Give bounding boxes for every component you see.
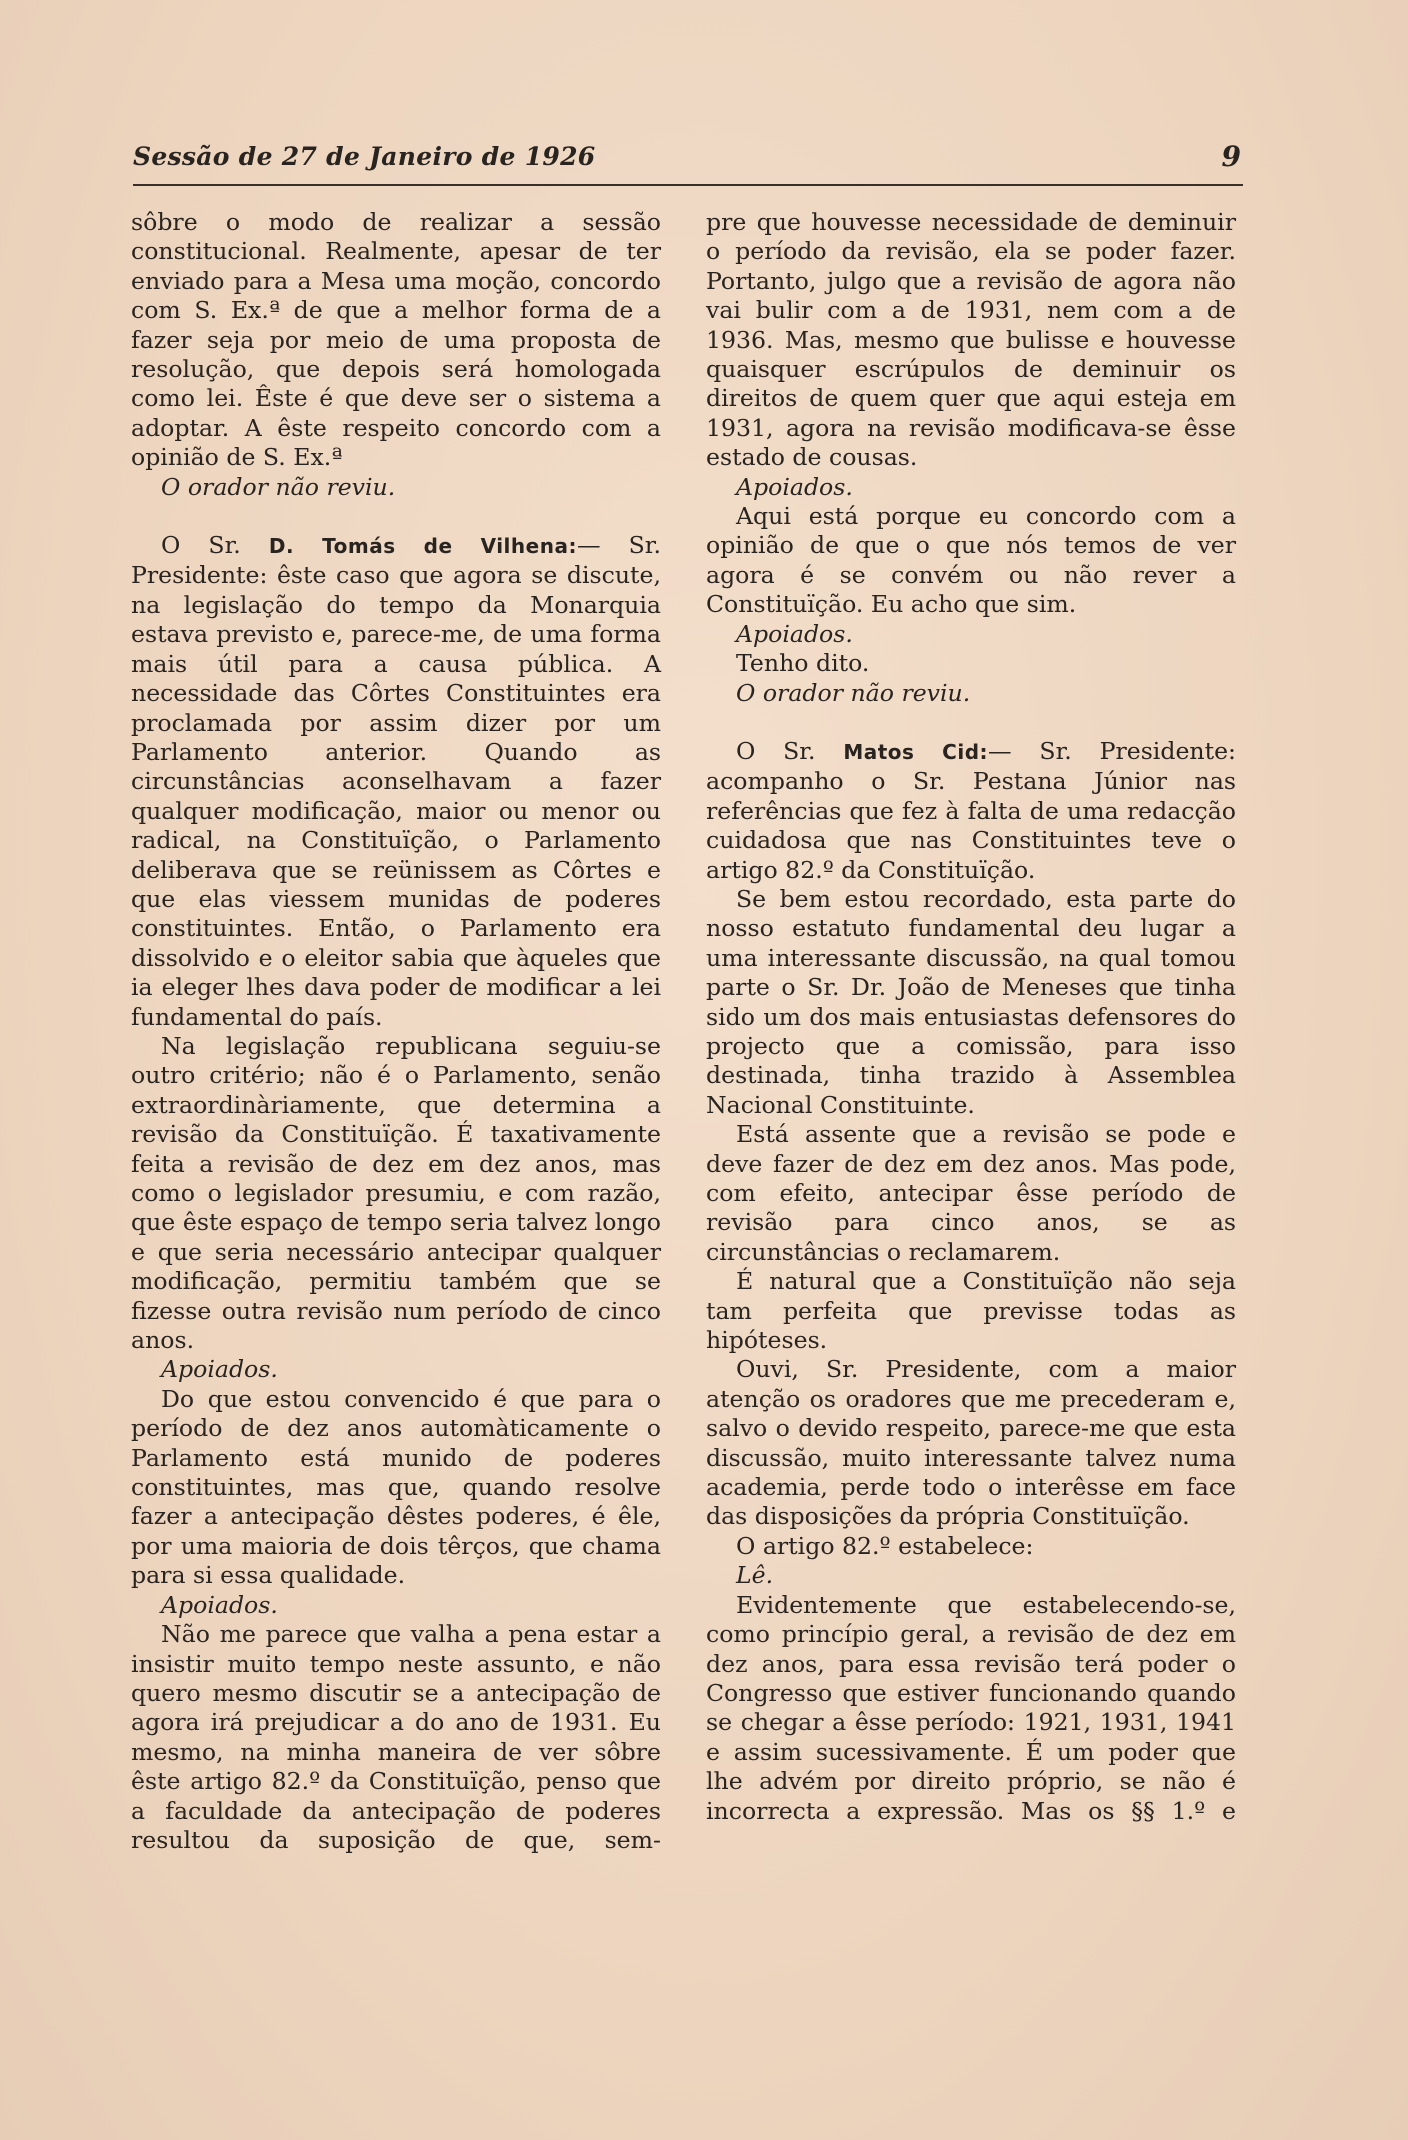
paragraph: Na legislação republicana seguiu-se outro critério; não é o Parlamento, senão extraordinàriamente, que determina a revisão da Constituïção. É taxativamente feita a revisão de dez em dez anos, mas como o legislador presumiu, e com razão, que êste espaço de tempo seria talvez longo e que seria necessário antecipar qualquer modificação, permitiu também que se fizesse outra revisão num período de cinco anos. bbox=[131, 1031, 661, 1355]
stage-note: Lê. bbox=[736, 1561, 774, 1590]
running-header bbox=[133, 140, 1243, 186]
stage-note: O orador não reviu. bbox=[736, 678, 971, 707]
paragraph: Se bem estou recordado, esta parte do nosso estatuto fundamental deu lugar a uma interessante discussão, na qual tomou parte o Sr. Dr. João de Meneses que tinha sido um dos mais entusiastas defensores do projecto que a comissão, para isso destinada, tinha trazido à Assemblea Nacional Constituinte. bbox=[706, 884, 1236, 1119]
speaker-name: Matos Cid: bbox=[843, 739, 989, 764]
stage-note: Apoiados. bbox=[161, 1355, 278, 1384]
paragraph: É natural que a Constituïção não seja tam perfeita que previsse todas as hipóteses. bbox=[706, 1267, 1236, 1355]
speech-paragraph bbox=[131, 531, 661, 1032]
left-column bbox=[131, 208, 661, 1855]
paragraph: Está assente que a revisão se pode e deve fazer de dez em dez anos. Mas pode, com efeito, antecipar êsse período de revisão para cinco anos, se as circunstâncias o reclamarem. bbox=[706, 1120, 1236, 1266]
right-column bbox=[706, 208, 1236, 1826]
paragraph: O artigo 82.º estabelece: bbox=[736, 1531, 1034, 1560]
paragraph: Tenho dito. bbox=[736, 649, 870, 678]
paragraph: sôbre o modo de realizar a sessão constitucional. Realmente, apesar de ter enviado para a Mesa uma moção, concordo com S. Ex.ª de que a melhor forma de a fazer seja por meio de uma proposta de resolução, que depois será homologada como lei. Êste é que deve ser o sistema a adoptar. A êste respeito concordo com a opinião de S. Ex.ª bbox=[131, 208, 661, 472]
stage-note: O orador não reviu. bbox=[161, 472, 396, 501]
header-title: Sessão de 27 de Janeiro de 1926 bbox=[133, 142, 596, 171]
paragraph: pre que houvesse necessidade de deminuir o período da revisão, ela se poder fazer. Portanto, julgo que a revisão de agora não vai bulir com a de 1931, nem com a de 1936. Mas, mesmo que bulisse e houvesse quaisquer escrúpulos de deminuir os direitos de quem quer que aqui esteja em 1931, agora na revisão modificava-se êsse estado de cousas. bbox=[706, 208, 1236, 472]
paragraph: Aqui está porque eu concordo com a opinião de que o que nós temos de ver agora é se convém ou não rever a Constituïção. Eu acho que sim. bbox=[706, 502, 1236, 619]
paragraph: Evidentemente que estabelecendo-se, como princípio geral, a revisão de dez em dez anos, para essa revisão terá poder o Congresso que estiver funcionando quando se chegar a êsse período: 1921, 1931, 1941 e assim sucessivamente. É um poder que lhe advém por direito próprio, se não é incorrecta a expressão. Mas os §§ 1.º e bbox=[706, 1590, 1236, 1825]
speech-text: — Sr. Presidente: êste caso que agora se discute, na legislação do tempo da Monarquia estava previsto e, parece-me, de uma forma mais útil para a causa pública. A necessidade das Côrtes Constituintes era proclamada por assim dizer por um Parlamento anterior. Quando as circunstâncias aconselhavam a fazer qualquer modificação, maior ou menor ou radical, na Constituïção, o Parlamento deliberava que se reünissem as Côrtes e que elas viessem munidas de poderes constituintes. Então, o Parlamento era dissolvido e o eleitor sabia que àqueles que ia eleger lhes dava poder de modificar a lei fundamental do país. bbox=[131, 531, 661, 1031]
stage-note: Apoiados. bbox=[161, 1590, 278, 1619]
stage-note: Apoiados. bbox=[736, 619, 853, 648]
speech-paragraph bbox=[706, 737, 1236, 885]
stage-note: Apoiados. bbox=[736, 472, 853, 501]
speaker-prefix: O Sr. bbox=[161, 531, 241, 560]
paragraph: Do que estou convencido é que para o período de dez anos automàticamente o Parlamento está munido de poderes constituintes, mas que, quando resolve fazer a antecipação dêstes poderes, é êle, por uma maioria de dois têrços, que chama para si essa qualidade. bbox=[131, 1384, 661, 1590]
speaker-name: D. Tomás de Vilhena: bbox=[268, 534, 577, 559]
paragraph: Ouvi, Sr. Presidente, com a maior atenção os oradores que me precederam e, salvo o devido respeito, parece-me que esta discussão, muito interessante talvez numa academia, perde todo o interêsse em face das disposições da própria Constituïção. bbox=[706, 1355, 1236, 1531]
paragraph: Não me parece que valha a pena estar a insistir muito tempo neste assunto, e não quero mesmo discutir se a antecipação de agora irá prejudicar a do ano de 1931. Eu mesmo, na minha maneira de ver sôbre êste artigo 82.º da Constituïção, penso que a faculdade da antecipação de poderes resultou da suposição de que, sem- bbox=[131, 1620, 661, 1854]
speaker-prefix: O Sr. bbox=[736, 736, 816, 765]
speech-text: — Sr. Presidente: acompanho o Sr. Pestana Júnior nas referências que fez à falta de uma redacção cuidadosa que nas Constituintes teve o artigo 82.º da Constituïção. bbox=[706, 736, 1236, 884]
page-number: 9 bbox=[1221, 140, 1241, 173]
